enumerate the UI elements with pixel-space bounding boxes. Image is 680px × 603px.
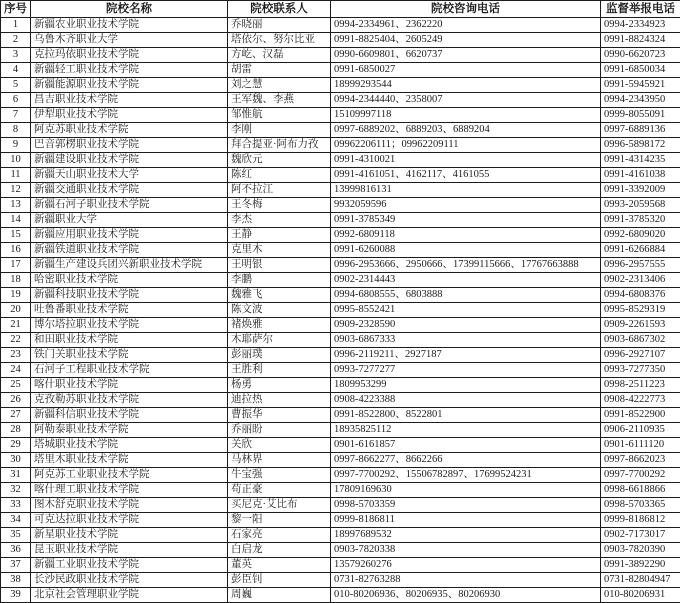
cell-phone: 0996-2119211、2927187 — [331, 348, 601, 363]
table-row — [1, 48, 680, 63]
cell-contact: 黎一阳 — [228, 513, 331, 528]
cell-name: 塔城职业技术学院 — [31, 438, 228, 453]
cell-phone: 13579260276 — [331, 558, 601, 573]
table-row — [1, 468, 680, 483]
cell-contact: 乔晓丽 — [228, 18, 331, 33]
cell-index: 34 — [1, 513, 31, 528]
cell-report-phone: 0991-3785320 — [601, 213, 680, 228]
cell-report-phone: 0997-7700292 — [601, 468, 680, 483]
cell-name: 新疆天山职业技术大学 — [31, 168, 228, 183]
cell-index: 37 — [1, 558, 31, 573]
cell-report-phone: 0994-2334923 — [601, 18, 680, 33]
cell-index: 8 — [1, 123, 31, 138]
cell-phone: 18997689532 — [331, 528, 601, 543]
table-row — [1, 588, 680, 603]
table-row — [1, 228, 680, 243]
cell-phone: 0997-8662277、8662266 — [331, 453, 601, 468]
cell-phone: 0909-2328590 — [331, 318, 601, 333]
table-row — [1, 63, 680, 78]
cell-contact: 曹振华 — [228, 408, 331, 423]
table-row — [1, 438, 680, 453]
cell-index: 24 — [1, 363, 31, 378]
table-row — [1, 243, 680, 258]
cell-index: 32 — [1, 483, 31, 498]
cell-index: 9 — [1, 138, 31, 153]
cell-phone: 1809953299 — [331, 378, 601, 393]
cell-contact: 陈文波 — [228, 303, 331, 318]
cell-name: 伊犁职业技术学院 — [31, 108, 228, 123]
cell-contact: 李鹏 — [228, 273, 331, 288]
cell-phone: 9932059596 — [331, 198, 601, 213]
table-header — [1, 1, 680, 18]
cell-name: 石河子工程职业技术学院 — [31, 363, 228, 378]
cell-report-phone: 0996-2957555 — [601, 258, 680, 273]
cell-report-phone: 0998-6618866 — [601, 483, 680, 498]
cell-contact: 木耶萨尔 — [228, 333, 331, 348]
cell-phone: 0991-4310021 — [331, 153, 601, 168]
table-row — [1, 498, 680, 513]
cell-name: 昌吉职业技术学院 — [31, 93, 228, 108]
cell-name: 昆玉职业技术学院 — [31, 543, 228, 558]
cell-report-phone: 0997-8662023 — [601, 453, 680, 468]
table-row — [1, 78, 680, 93]
cell-phone: 0991-8825404、2605249 — [331, 33, 601, 48]
cell-name: 新疆科技职业技术学院 — [31, 288, 228, 303]
cell-report-phone: 0991-5945921 — [601, 78, 680, 93]
cell-name: 和田职业技术学院 — [31, 333, 228, 348]
cell-name: 克拉玛依职业技术学院 — [31, 48, 228, 63]
cell-contact: 董英 — [228, 558, 331, 573]
cell-index: 35 — [1, 528, 31, 543]
cell-report-phone: 0991-3892290 — [601, 558, 680, 573]
cell-name: 新疆职业大学 — [31, 213, 228, 228]
cell-index: 21 — [1, 318, 31, 333]
table-row — [1, 108, 680, 123]
cell-index: 31 — [1, 468, 31, 483]
cell-contact: 邹惟航 — [228, 108, 331, 123]
table-row — [1, 558, 680, 573]
cell-phone: 0901-6161857 — [331, 438, 601, 453]
cell-index: 27 — [1, 408, 31, 423]
cell-name: 铁门关职业技术学院 — [31, 348, 228, 363]
cell-report-phone: 0991-4161038 — [601, 168, 680, 183]
cell-phone: 0991-3785349 — [331, 213, 601, 228]
cell-index: 25 — [1, 378, 31, 393]
col-header-report-phone: 监督举报电话 — [601, 1, 680, 18]
table-row — [1, 153, 680, 168]
cell-index: 10 — [1, 153, 31, 168]
cell-report-phone: 0996-5898172 — [601, 138, 680, 153]
cell-contact: 胡雷 — [228, 63, 331, 78]
cell-contact: 苟正豪 — [228, 483, 331, 498]
cell-report-phone: 010-80206931 — [601, 588, 680, 603]
cell-name: 新疆建设职业技术学院 — [31, 153, 228, 168]
cell-name: 新疆科信职业技术学院 — [31, 408, 228, 423]
cell-phone: 0998-5703359 — [331, 498, 601, 513]
cell-contact: 牛宝强 — [228, 468, 331, 483]
cell-name: 新疆交通职业技术学院 — [31, 183, 228, 198]
cell-index: 16 — [1, 243, 31, 258]
cell-report-phone: 0991-8522900 — [601, 408, 680, 423]
cell-phone: 18935825112 — [331, 423, 601, 438]
cell-contact: 乔丽盼 — [228, 423, 331, 438]
cell-name: 新疆石河子职业技术学院 — [31, 198, 228, 213]
cell-name: 塔里木职业技术学院 — [31, 453, 228, 468]
cell-contact: 王明银 — [228, 258, 331, 273]
cell-name: 新疆铁道职业技术学院 — [31, 243, 228, 258]
cell-report-phone: 0998-2511223 — [601, 378, 680, 393]
cell-phone: 0994-2334961、2362220 — [331, 18, 601, 33]
cell-name: 阿勒泰职业技术学院 — [31, 423, 228, 438]
table-row — [1, 33, 680, 48]
cell-phone: 0991-8522800、8522801 — [331, 408, 601, 423]
cell-contact: 阿不拉江 — [228, 183, 331, 198]
cell-name: 吐鲁番职业技术学院 — [31, 303, 228, 318]
table-row — [1, 378, 680, 393]
cell-name: 克孜勒苏职业技术学院 — [31, 393, 228, 408]
table-row — [1, 138, 680, 153]
cell-report-phone: 0903-6867302 — [601, 333, 680, 348]
cell-contact: 彭臣钊 — [228, 573, 331, 588]
table-row — [1, 288, 680, 303]
table-row — [1, 333, 680, 348]
cell-contact: 王军魏、李燕 — [228, 93, 331, 108]
cell-index: 20 — [1, 303, 31, 318]
table-row — [1, 183, 680, 198]
cell-index: 38 — [1, 573, 31, 588]
cell-report-phone: 0998-5703365 — [601, 498, 680, 513]
cell-report-phone: 0991-4314235 — [601, 153, 680, 168]
cell-contact: 买尼克·艾比布 — [228, 498, 331, 513]
cell-report-phone: 0999-8055091 — [601, 108, 680, 123]
table-row — [1, 513, 680, 528]
cell-contact: 陈红 — [228, 168, 331, 183]
cell-name: 图木舒克职业技术学院 — [31, 498, 228, 513]
cell-phone: 0731-82763288 — [331, 573, 601, 588]
cell-report-phone: 0992-6809020 — [601, 228, 680, 243]
cell-phone: 0908-4223388 — [331, 393, 601, 408]
table-row — [1, 123, 680, 138]
cell-contact: 彭丽璞 — [228, 348, 331, 363]
cell-contact: 李杰 — [228, 213, 331, 228]
cell-name: 乌鲁木齐职业大学 — [31, 33, 228, 48]
cell-index: 1 — [1, 18, 31, 33]
table-row — [1, 423, 680, 438]
col-header-index: 序号 — [1, 1, 31, 18]
cell-name: 阿克苏职业技术学院 — [31, 123, 228, 138]
cell-index: 12 — [1, 183, 31, 198]
cell-contact: 刘之慧 — [228, 78, 331, 93]
cell-name: 阿克苏工业职业技术学院 — [31, 468, 228, 483]
cell-index: 11 — [1, 168, 31, 183]
table-row — [1, 483, 680, 498]
cell-phone: 0999-8186811 — [331, 513, 601, 528]
cell-phone: 0991-6260088 — [331, 243, 601, 258]
table-row — [1, 258, 680, 273]
cell-index: 23 — [1, 348, 31, 363]
cell-report-phone: 0901-6111120 — [601, 438, 680, 453]
cell-index: 18 — [1, 273, 31, 288]
table-row — [1, 168, 680, 183]
cell-name: 巴音郭楞职业技术学院 — [31, 138, 228, 153]
cell-index: 13 — [1, 198, 31, 213]
col-header-name: 院校名称 — [31, 1, 228, 18]
cell-report-phone: 0994-6808376 — [601, 288, 680, 303]
cell-index: 7 — [1, 108, 31, 123]
cell-phone: 0994-2344440、2358007 — [331, 93, 601, 108]
cell-name: 新疆工业职业技术学院 — [31, 558, 228, 573]
cell-name: 可克达拉职业技术学院 — [31, 513, 228, 528]
cell-contact: 马林界 — [228, 453, 331, 468]
table-row — [1, 318, 680, 333]
cell-report-phone: 0991-6850034 — [601, 63, 680, 78]
cell-report-phone: 0999-8186812 — [601, 513, 680, 528]
table-row — [1, 213, 680, 228]
cell-report-phone: 0906-2110935 — [601, 423, 680, 438]
cell-phone: 0990-6609801、6620737 — [331, 48, 601, 63]
cell-contact: 方屹、汉磊 — [228, 48, 331, 63]
cell-contact: 迪拉热 — [228, 393, 331, 408]
cell-contact: 王冬梅 — [228, 198, 331, 213]
cell-report-phone: 0902-7173017 — [601, 528, 680, 543]
table-row — [1, 303, 680, 318]
table-row — [1, 393, 680, 408]
cell-contact: 王静 — [228, 228, 331, 243]
cell-name: 喀什职业技术学院 — [31, 378, 228, 393]
cell-report-phone: 0997-6889136 — [601, 123, 680, 138]
cell-contact: 周巍 — [228, 588, 331, 603]
cell-index: 14 — [1, 213, 31, 228]
cell-name: 长沙民政职业技术学院 — [31, 573, 228, 588]
cell-index: 19 — [1, 288, 31, 303]
cell-phone: 0995-8552421 — [331, 303, 601, 318]
cell-index: 33 — [1, 498, 31, 513]
cell-phone: 0993-7277277 — [331, 363, 601, 378]
cell-contact: 王胜利 — [228, 363, 331, 378]
table-row — [1, 528, 680, 543]
cell-index: 29 — [1, 438, 31, 453]
cell-report-phone: 0990-6620723 — [601, 48, 680, 63]
cell-contact: 魏雅飞 — [228, 288, 331, 303]
table-row — [1, 348, 680, 363]
cell-index: 22 — [1, 333, 31, 348]
cell-index: 5 — [1, 78, 31, 93]
cell-report-phone: 0991-8824324 — [601, 33, 680, 48]
cell-name: 新疆农业职业技术学院 — [31, 18, 228, 33]
cell-name: 新疆应用职业技术学院 — [31, 228, 228, 243]
cell-index: 36 — [1, 543, 31, 558]
cell-index: 2 — [1, 33, 31, 48]
table-row — [1, 198, 680, 213]
table-row — [1, 18, 680, 33]
cell-report-phone: 0994-2343950 — [601, 93, 680, 108]
cell-phone: 18999293544 — [331, 78, 601, 93]
col-header-contact: 院校联系人 — [228, 1, 331, 18]
cell-index: 30 — [1, 453, 31, 468]
cell-contact: 石家亮 — [228, 528, 331, 543]
cell-contact: 白启龙 — [228, 543, 331, 558]
cell-phone: 0996-2953666、2950666、17399115666、17767663888 — [331, 258, 601, 273]
cell-phone: 17809169630 — [331, 483, 601, 498]
cell-name: 哈密职业技术学院 — [31, 273, 228, 288]
cell-phone: 0902-2314443 — [331, 273, 601, 288]
cell-phone: 0992-6809118 — [331, 228, 601, 243]
cell-index: 28 — [1, 423, 31, 438]
cell-contact: 塔依尔、努尔比亚 — [228, 33, 331, 48]
cell-report-phone: 0731-82804947 — [601, 573, 680, 588]
table-body — [1, 18, 680, 603]
cell-index: 17 — [1, 258, 31, 273]
cell-contact: 魏欣元 — [228, 153, 331, 168]
cell-index: 39 — [1, 588, 31, 603]
cell-phone: 0994-6808555、6803888 — [331, 288, 601, 303]
cell-phone: 09962206111；09962209111 — [331, 138, 601, 153]
cell-name: 北京社会管理职业学院 — [31, 588, 228, 603]
cell-phone: 0903-6867333 — [331, 333, 601, 348]
cell-phone: 0991-4161051、4162117、4161055 — [331, 168, 601, 183]
cell-index: 26 — [1, 393, 31, 408]
cell-contact: 关欣 — [228, 438, 331, 453]
table-row — [1, 573, 680, 588]
cell-report-phone: 0996-2927107 — [601, 348, 680, 363]
cell-index: 4 — [1, 63, 31, 78]
cell-report-phone: 0991-6266884 — [601, 243, 680, 258]
table-row — [1, 93, 680, 108]
cell-report-phone: 0995-8529319 — [601, 303, 680, 318]
table-row — [1, 408, 680, 423]
cell-phone: 010-80206936、80206935、80206930 — [331, 588, 601, 603]
cell-phone: 0991-6850027 — [331, 63, 601, 78]
cell-report-phone: 0993-2059568 — [601, 198, 680, 213]
cell-phone: 0997-6889202、6889203、6889204 — [331, 123, 601, 138]
cell-phone: 15109997118 — [331, 108, 601, 123]
cell-report-phone: 0909-2261593 — [601, 318, 680, 333]
cell-report-phone: 0903-7820390 — [601, 543, 680, 558]
col-header-phone: 院校咨询电话 — [331, 1, 601, 18]
cell-name: 新疆能源职业技术学院 — [31, 78, 228, 93]
table-row — [1, 363, 680, 378]
cell-contact: 克里木 — [228, 243, 331, 258]
table-row — [1, 273, 680, 288]
cell-index: 15 — [1, 228, 31, 243]
cell-name: 博尔塔拉职业技术学院 — [31, 318, 228, 333]
cell-contact: 拜合提亚·阿布力孜 — [228, 138, 331, 153]
cell-contact: 杨勇 — [228, 378, 331, 393]
cell-report-phone: 0902-2313406 — [601, 273, 680, 288]
cell-phone: 0997-7700292、15506782897、17699524231 — [331, 468, 601, 483]
cell-name: 新疆轻工职业技术学院 — [31, 63, 228, 78]
cell-report-phone: 0908-4222773 — [601, 393, 680, 408]
cell-report-phone: 0993-7277350 — [601, 363, 680, 378]
table-row — [1, 453, 680, 468]
header-row — [1, 1, 680, 18]
cell-name: 新星职业技术学院 — [31, 528, 228, 543]
cell-name: 新疆生产建设兵团兴新职业技术学院 — [31, 258, 228, 273]
cell-index: 3 — [1, 48, 31, 63]
cell-phone: 13999816131 — [331, 183, 601, 198]
cell-contact: 李刚 — [228, 123, 331, 138]
cell-name: 喀什理工职业技术学院 — [31, 483, 228, 498]
cell-contact: 褚焕雅 — [228, 318, 331, 333]
cell-report-phone: 0991-3392009 — [601, 183, 680, 198]
table-row — [1, 543, 680, 558]
cell-phone: 0903-7820338 — [331, 543, 601, 558]
cell-index: 6 — [1, 93, 31, 108]
